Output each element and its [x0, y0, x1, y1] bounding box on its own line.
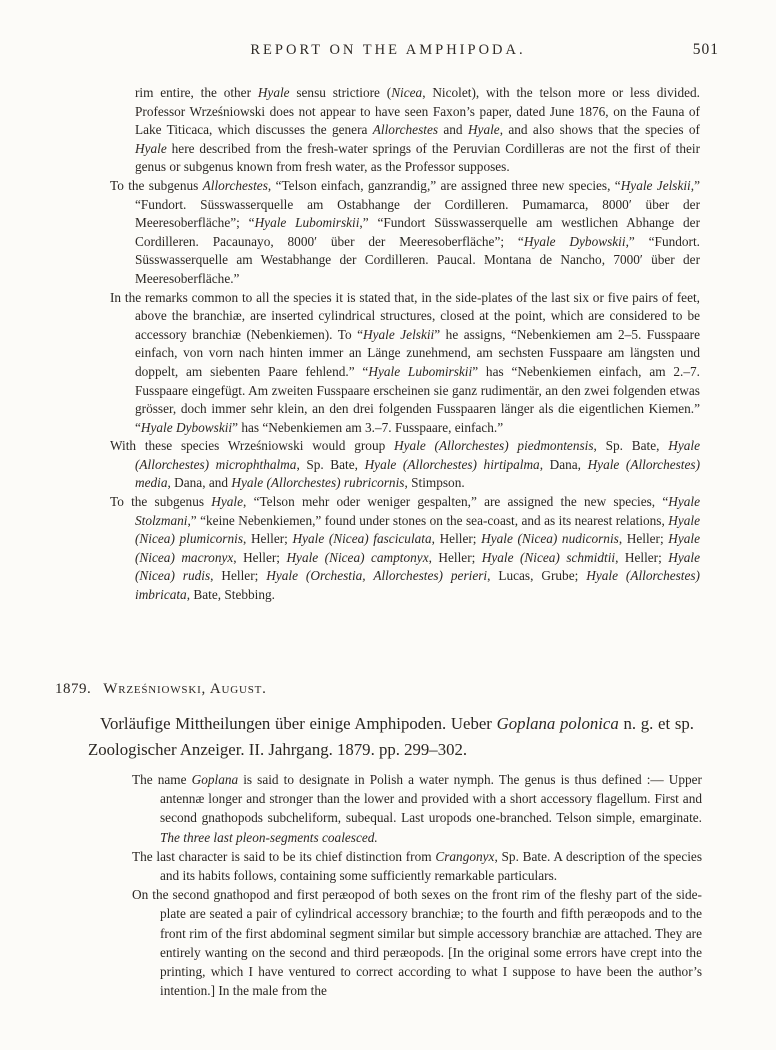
- page-number: 501: [692, 41, 719, 58]
- notes-paragraph: rim entire, the other Hyale sensu strictiore (Nicea, Nicolet), with the telson more or less divided. Professor Wrześniowski does not appear to have seen Faxon’s paper, dated June 1876, on the Fauna of Lake Titicaca, which discusses the genera Allorchestes and Hyale, and also shows that the species of Hyale here described from the fresh-water springs of the Peruvian Cordilleras are not the first of their genus or subgenus known from fresh water, as the Professor supposes.: [135, 85, 700, 175]
- notes-paragraph: In the remarks common to all the species it is stated that, in the side-plates of the last six or five pairs of feet, above the branchiæ, are inserted cylindrical structures, closed at the point, which are considered to be accessory branchiæ (Nebenkiemen). To “Hyale Jelskii” he assigns, “Nebenkiemen am 2–5. Fusspaare einfach, von vorn nach hinten immer an Länge zunehmend, am sechsten Fusspaare am längsten und doppelt, am siebenten Paare fehlend.” “Hyale Lubomirskii” has “Nebenkiemen einfach, am 2.–7. Fusspaare eingefügt. Am zweiten Fusspaare erscheinen sie ganz rudimentär, an den zwei folgenden etwas grösser, doch immer sehr klein, an den drei folgenden Fusspaaren länger als die eigentlichen Kiemen.” “Hyale Dybowskii” has “Nebenkiemen am 3.–7. Fusspaare, einfach.”: [110, 289, 700, 435]
- notes-paragraph: To the subgenus Hyale, “Telson mehr oder weniger gespalten,” are assigned the new species, “Hyale Stolzmani,” “keine Nebenkiemen,” found under stones on the sea-coast, and as its nearest relations, Hyale (Nicea) plumicornis, Heller; Hyale (Nicea) fasciculata, Heller; Hyale (Nicea) nudicornis, Heller; Hyale (Nicea) macronyx, Heller; Hyale (Nicea) camptonyx, Heller; Hyale (Nicea) schmidtii, Heller; Hyale (Nicea) rudis, Heller; Hyale (Orchestia, Allorchestes) perieri, Lucas, Grube; Hyale (Allorchestes) imbricata, Bate, Stebbing.: [110, 494, 701, 603]
- entry-author: Wrześniowski, August.: [103, 681, 267, 697]
- reference-title: Vorläufige Mittheilungen über einige Amphipoden. Ueber Goplana polonica n. g. et sp. Zoologischer Anzeiger. II. Jahrgang. 1879. pp. 299–302.: [88, 714, 694, 759]
- annotation-paragraph: The last character is said to be its chief distinction from Crangonyx, Sp. Bate. A description of the species and its habits follows, containing some sufficiently remarkable particulars.: [132, 848, 702, 884]
- notes-paragraph: To the subgenus Allorchestes, “Telson einfach, ganzrandig,” are assigned three new species, “Hyale Jelskii,” “Fundort. Süsswasserquelle am Ostabhange der Cordilleren. Pumamarca, 8000′ über der Meeresoberfläche”; “Hyale Lubomirskii,” “Fundort Süsswasserquelle am westlichen Abhange der Cordilleren. Pacaunayo, 8000′ über der Meeresoberfläche”; “Hyale Dybowskii,” “Fundort. Süsswasserquelle am Westabhange der Cordilleren. Paucal. Montana de Nancho, 7000′ über der Meeresoberfläche.”: [110, 177, 700, 286]
- annotation-block: [132, 770, 702, 1000]
- entry-year: 1879.: [55, 681, 92, 697]
- annotation-paragraph: The name Goplana is said to designate in Polish a water nymph. The genus is thus defined :— Upper antennæ longer and stronger than the lower and provided with a short accessory flagellum. First and second gnathopods subcheliform, subequal. Last uropods one-branched. Telson simple, emarginate. The three last pleon-segments coalesced.: [132, 772, 702, 845]
- bibliography-entry: [55, 681, 267, 698]
- annotation-paragraph: On the second gnathopod and first peræopod of both sexes on the front rim of the fleshy part of the side-plate are seated a pair of cylindrical accessory branchiæ; to the fourth and fifth peræopods and to the front rim of the first abdominal segment similar but simple accessory branchiæ are attached. They are entirely wanting on the second and third peræopods. [In the original some errors have crept into the printing, which I have ventured to correct according to what I suppose to have been the author’s intention.] In the male from the: [132, 887, 702, 999]
- running-title: REPORT ON THE AMPHIPODA.: [250, 42, 526, 58]
- species-notes-block: [110, 84, 700, 605]
- notes-paragraph: With these species Wrześniowski would group Hyale (Allorchestes) piedmontensis, Sp. Bate, Hyale (Allorchestes) microphthalma, Sp. Bate, Hyale (Allorchestes) hirtipalma, Dana, Hyale (Allorchestes) media, Dana, and Hyale (Allorchestes) rubricornis, Stimpson.: [110, 438, 701, 491]
